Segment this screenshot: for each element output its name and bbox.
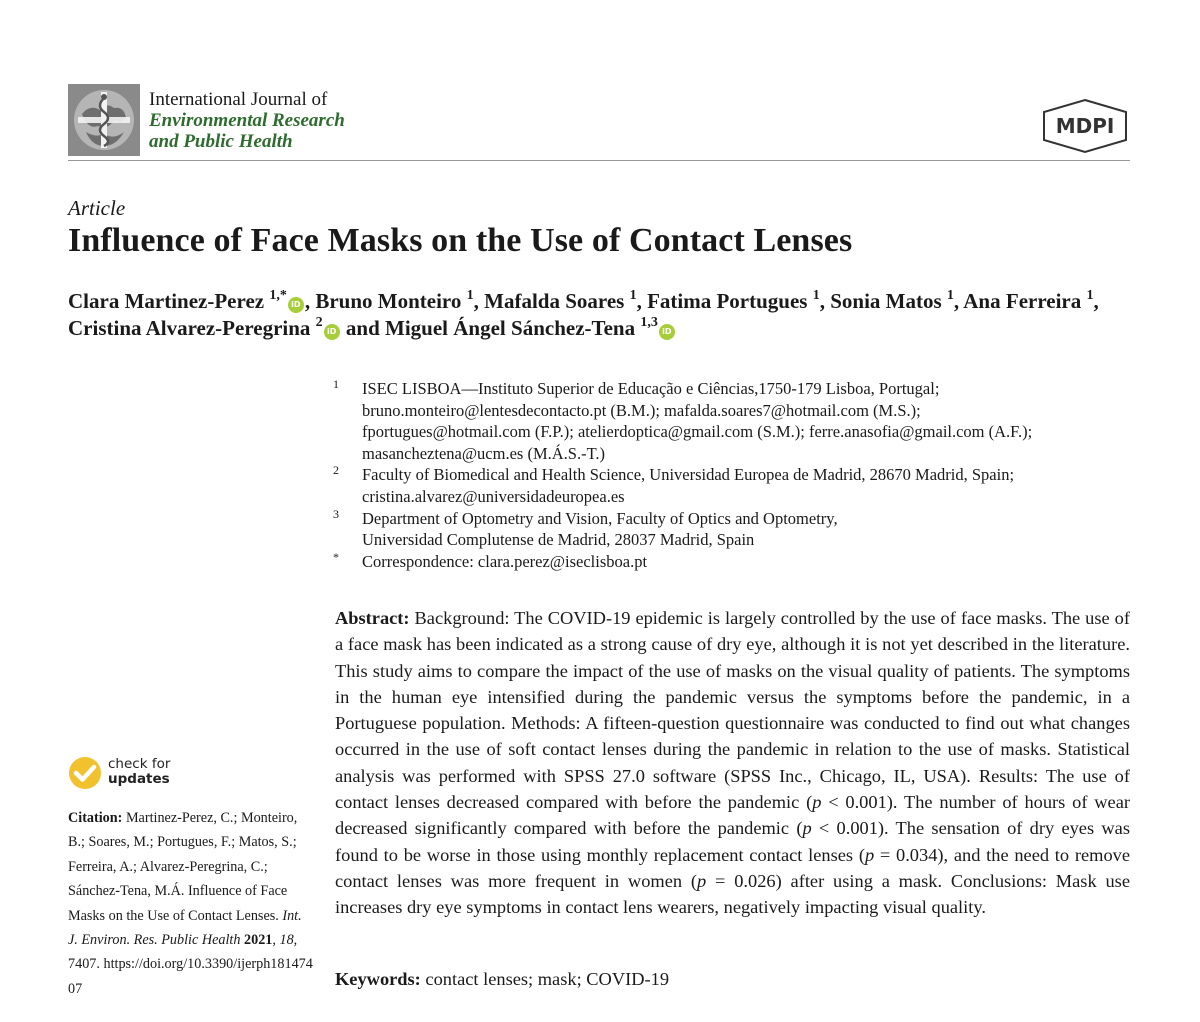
affiliation-line: ISEC LISBOA—Instituto Superior de Educação e Ciências,1750-179 Lisboa, Portugal;	[362, 379, 940, 398]
author-affiliation-sup: 1	[812, 288, 820, 303]
author-separator: ,	[636, 289, 648, 313]
affiliation-item	[333, 508, 1143, 551]
affiliation-line: masancheztena@ucm.es (M.Á.S.-T.)	[362, 443, 606, 463]
mdpi-hexagon-icon	[1040, 98, 1130, 154]
citation-journal: Int. J. Environ. Res. Public Health	[68, 907, 302, 949]
author-list	[68, 288, 1168, 342]
affiliation-item	[333, 378, 1143, 464]
author-affiliation-sup: 1	[1086, 288, 1094, 303]
journal-logo	[68, 84, 140, 156]
author-affiliation-sup: 2	[315, 315, 323, 330]
keywords	[335, 969, 669, 990]
orcid-icon[interactable]: iD	[288, 297, 304, 313]
paper-title: Influence of Face Masks on the Use of Contact Lenses	[68, 222, 853, 259]
citation-text: Martinez-Perez, C.; Monteiro, B.; Soares, M.; Portugues, F.; Matos, S.; Ferreira, A.; Alvarez-Peregrina, C.; Sánchez-Tena, M.Á. Influence of Face Masks on the Use of Contact Lenses.	[68, 810, 298, 924]
orcid-icon[interactable]: iD	[324, 324, 340, 340]
citation-pages: , 7407.	[68, 932, 298, 973]
check-updates-line1: check for	[108, 756, 171, 772]
author-name: and Miguel Ángel Sánchez-Tena	[345, 316, 641, 340]
abstract-pvalue-symbol: p	[697, 870, 707, 891]
abstract-text: = 0.026) after using a mask. Conclusions: Mask use increases dry eye symptoms in contact lens wearers, negatively impacting visual quality.	[335, 870, 1130, 918]
orcid-icon[interactable]: iD	[659, 324, 675, 340]
check-updates-line2: updates	[108, 771, 170, 787]
author-name: Fatima Portugues	[647, 289, 813, 313]
affiliation-item	[333, 464, 1143, 507]
citation-label: Citation:	[68, 810, 123, 826]
affiliation-mark: *	[333, 549, 339, 564]
abstract-label: Abstract:	[335, 608, 410, 628]
globe-caduceus-icon	[68, 84, 140, 156]
citation-volume: 18	[279, 932, 294, 949]
publisher-name: MDPI	[1055, 114, 1115, 138]
author-affiliation-sup: 1	[466, 288, 474, 303]
author-separator: ,	[953, 289, 964, 313]
author-affiliation-sup: 1	[946, 288, 954, 303]
author-name: Mafalda Soares	[484, 289, 630, 313]
author-separator: ,	[1093, 289, 1099, 313]
affiliations	[333, 378, 1143, 572]
author-separator: ,	[473, 289, 485, 313]
journal-name-line2: Environmental Research	[149, 110, 345, 131]
affiliation-line: Universidad Complutense de Madrid, 28037 Madrid, Spain	[362, 530, 755, 550]
journal-name-line3: and Public Health	[149, 131, 293, 152]
affiliation-line: bruno.monteiro@lentesdecontacto.pt (B.M.); mafalda.soares7@hotmail.com (M.S.);	[362, 400, 921, 420]
check-badge-icon	[68, 756, 102, 790]
abstract-text: Background: The COVID-19 epidemic is largely controlled by the use of face masks. The use of a face mask has been indicated as a strong cause of dry eye, although it is not yet described in the literature. This study aims to compare the impact of the use of masks on the visual quality of patients. The symptoms in the human eye intensified during the pandemic versus the symptoms before the pandemic, in a Portuguese population. Methods: A fifteen-question questionnaire was conducted to find out what changes occurred in the use of soft contact lenses during the pandemic in relation to the use of masks. Statistical analysis was performed with SPSS 27.0 software (SPSS Inc., Chicago, IL, USA). Results: The use of contact lenses decreased compared with before the pandemic (	[335, 608, 1130, 813]
abstract-text: = 0.034), and the need to remove contact lenses was more frequent in women (	[335, 844, 1131, 891]
affiliation-mark: 3	[333, 506, 339, 521]
affiliation-item	[333, 551, 1143, 573]
abstract-text: < 0.001). The number of hours of wear decreased significantly compared with before the pandemic (	[335, 792, 1130, 839]
author-name: Clara Martinez-Perez	[68, 289, 270, 313]
publisher-logo	[1040, 98, 1130, 154]
abstract-pvalue-symbol: p	[802, 818, 812, 839]
affiliation-line: fportugues@hotmail.com (F.P.); atelierdoptica@gmail.com (S.M.); ferre.anasofia@gmail.com (A.F.);	[362, 422, 1033, 442]
author-affiliation-sup: 1,3	[640, 315, 658, 330]
author-affiliation-sup: 1	[629, 288, 637, 303]
journal-name-line1: International Journal of	[149, 89, 328, 110]
author-name: Sonia Matos	[830, 289, 947, 313]
affiliation-mark: 2	[333, 463, 339, 478]
citation-year: 2021	[244, 932, 273, 949]
header-divider	[68, 160, 1130, 161]
affiliation-line: cristina.alvarez@universidadeuropea.es	[362, 486, 625, 506]
author-name: Bruno Monteiro	[315, 289, 467, 313]
author-name: Ana Ferreira	[963, 289, 1087, 313]
author-line-1	[68, 288, 1168, 315]
citation-block: Citation: Martinez-Perez, C.; Monteiro, B.; Soares, M.; Portugues, F.; Matos, S.; Ferreira, A.; Alvarez-Peregrina, C.; Sánchez-Tena, M.Á. Influence of Face Masks on the Use of Contact Lenses. Int. J. Environ. Res. Public Health 2021, 18, 7407. https://doi.org/10.3390/ijerph18147407	[68, 810, 313, 997]
article-type: Article	[68, 196, 126, 220]
check-for-updates-text	[108, 757, 228, 787]
keywords-text: contact lenses; mask; COVID-19	[420, 969, 670, 989]
abstract-text: < 0.001). The sensation of dry eyes was found to be worse in those using monthly replacement contact lenses (	[335, 818, 1130, 865]
affiliation-line: Department of Optometry and Vision, Faculty of Optics and Optometry,	[362, 508, 838, 528]
author-name: Cristina Alvarez-Peregrina	[68, 316, 316, 340]
author-line-2	[68, 315, 1168, 342]
abstract-pvalue-symbol: p	[864, 844, 875, 865]
abstract	[335, 605, 1130, 921]
affiliation-mark: 1	[333, 377, 339, 391]
citation-doi-link[interactable]: https://doi.org/10.3390/ijerph18147407	[68, 956, 313, 997]
abstract-pvalue-symbol: p	[812, 792, 822, 813]
affiliation-line: Correspondence: clara.perez@iseclisboa.pt	[362, 551, 648, 571]
author-affiliation-sup: 1,*	[269, 288, 287, 303]
author-separator: ,	[819, 289, 831, 313]
keywords-label: Keywords:	[335, 969, 421, 989]
affiliation-line: Faculty of Biomedical and Health Science, Universidad Europea de Madrid, 28670 Madrid, Spain;	[362, 465, 1015, 485]
author-separator: ,	[304, 289, 316, 313]
journal-name	[149, 89, 345, 152]
